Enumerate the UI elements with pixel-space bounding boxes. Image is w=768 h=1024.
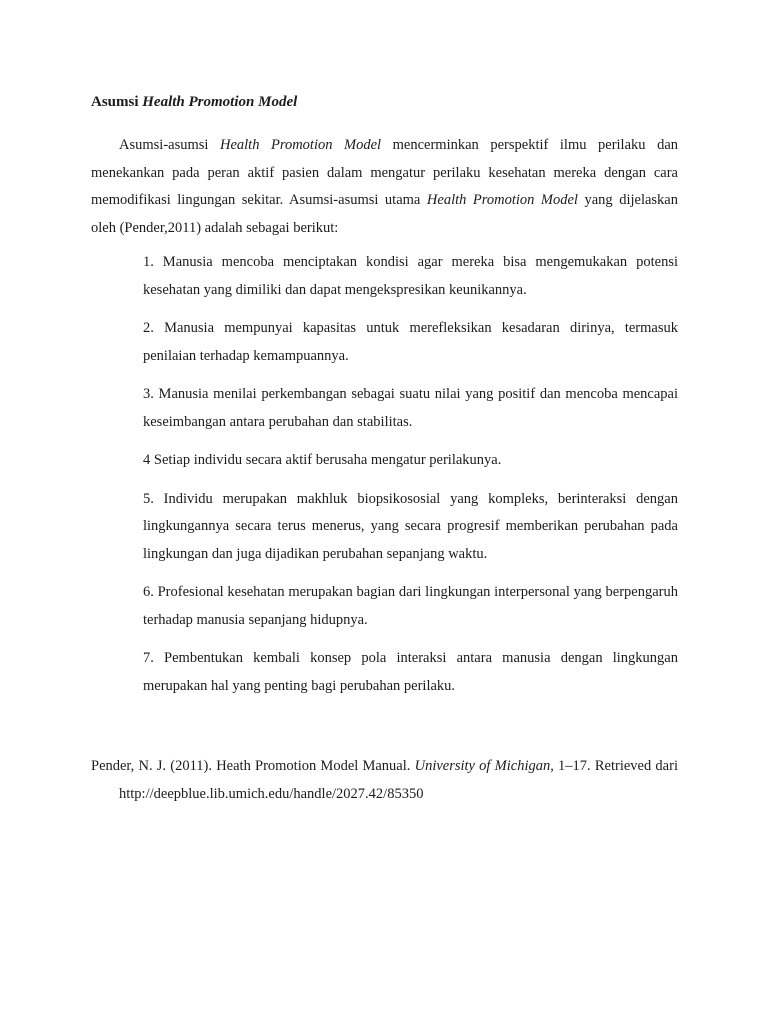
reference-italic: University of Michigan: [414, 758, 551, 774]
assumption-list: [143, 249, 678, 711]
assumption-item-5: 5. Individu merupakan makhluk biopsikososial yang kompleks, berinteraksi dengan lingkungannya secara terus menerus, yang secara progresif memberikan perubahan pada lingkungan dan juga dijadikan perubahan sepanjang waktu.: [143, 490, 678, 562]
intro-italic-1: Health Promotion Model: [219, 137, 382, 153]
assumption-item-2: 2. Manusia mempunyai kapasitas untuk merefleksikan kesadaran dirinya, termasuk penilaian terhadap kemampuannya.: [143, 320, 678, 364]
assumption-item-4: 4 Setiap individu secara aktif berusaha mengatur perilakunya.: [143, 452, 502, 468]
heading-italic-title: Health Promotion Model: [142, 94, 298, 110]
intro-text-2: mencerminkan perspektif ilmu perilaku dan menekankan pada peran aktif pasien dalam mengatur perilaku kesehatan mereka dengan cara memodifikasi lingungan sekitar. Asumsi-asumsi utama: [91, 137, 679, 208]
intro-paragraph: [91, 132, 678, 242]
section-heading: [91, 92, 297, 112]
assumption-item-1: 1. Manusia mencoba menciptakan kondisi agar mereka bisa mengemukakan potensi kesehatan yang dimiliki dan dapat mengekspresikan keunikannya.: [143, 254, 678, 298]
intro-italic-2: Health Promotion Model: [426, 192, 578, 208]
heading-prefix: Asumsi: [91, 94, 143, 110]
intro-text-1: Asumsi-asumsi: [119, 137, 220, 153]
assumption-item-6: 6. Profesional kesehatan merupakan bagian dari lingkungan interpersonal yang berpengaruh terhadap manusia sepanjang hidupnya.: [143, 584, 678, 628]
reference-entry: [91, 753, 678, 808]
assumption-item-7: 7. Pembentukan kembali konsep pola interaksi antara manusia dengan lingkungan merupakan hal yang penting bagi perubahan perilaku.: [143, 650, 678, 694]
reference-text-1: Pender, N. J. (2011). Heath Promotion Model Manual.: [91, 758, 415, 774]
assumption-item-3: 3. Manusia menilai perkembangan sebagai suatu nilai yang positif dan mencoba mencapai keseimbangan antara perubahan dan stabilitas.: [143, 386, 678, 430]
reference-text-2: , 1–17. Retrieved dari http://deepblue.lib.umich.edu/handle/2027.42/85350: [119, 758, 678, 802]
intro-text-3: yang dijelaskan oleh (Pender,2011) adalah sebagai berikut:: [91, 192, 678, 236]
